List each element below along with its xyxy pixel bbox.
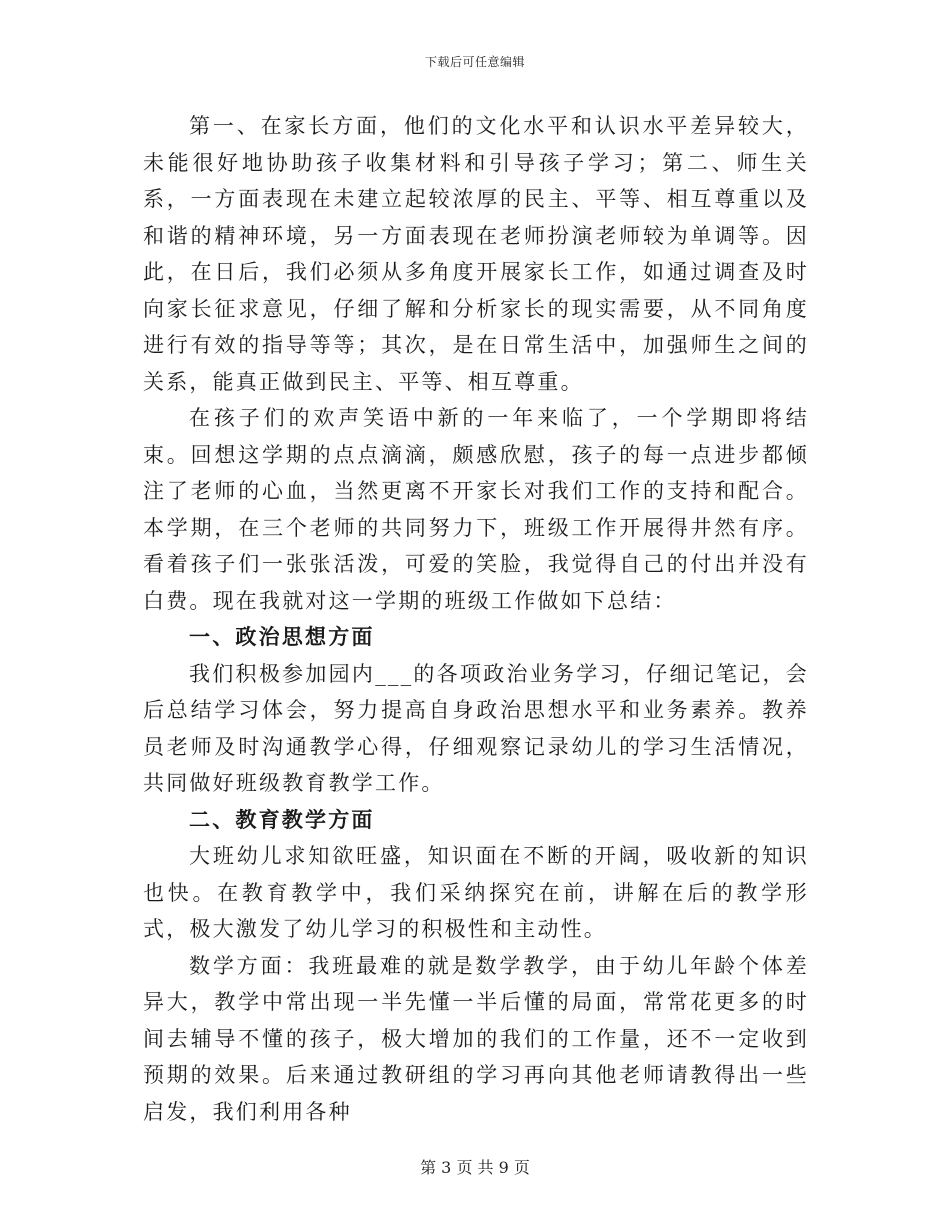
paragraph-education: 大班幼儿求知欲旺盛，知识面在不断的开阔，吸收新的知识也快。在教育教学中，我们采纳探究在前，讲解在后的教学形式，极大激发了幼儿学习的积极性和主动性。 (143, 844, 809, 941)
paragraph-semester-intro: 在孩子们的欢声笑语中新的一年来临了，一个学期即将结束。回想这学期的点点滴滴，颇感欣慰，孩子的每一点进步都倾注了老师的心血，当然更离不开家长对我们工作的支持和配合。本学期，在三个老师的共同努力下，班级工作开展得井然有序。看着孩子们一张张活泼，可爱的笑脸，我觉得自己的付出并没有白费。现在我就对这一学期的班级工作做如下总结： (143, 406, 809, 613)
paragraph-math: 数学方面：我班最难的就是数学教学，由于幼儿年龄个体差异大，教学中常出现一半先懂一半后懂的局面，常常花更多的时间去辅导不懂的孩子，极大增加的我们的工作量，还不一定收到预期的效果。后来通过教研组的学习再向其他老师请教得出一些启发，我们利用各种 (143, 953, 809, 1124)
document-body (143, 108, 809, 1130)
section-heading-political: 一、政治思想方面 (189, 624, 375, 649)
section-heading-education: 二、教育教学方面 (189, 806, 375, 832)
page-number-footer: 第 3 页 共 9 页 (420, 1158, 530, 1177)
page-header-note: 下载后可任意编辑 (424, 55, 525, 69)
paragraph-parents-and-teachers: 第一、在家长方面，他们的文化水平和认识水平差异较大，未能很好地协助孩子收集材料和引导孩子学习；第二、师生关系，一方面表现在未建立起较浓厚的民主、平等、相互尊重以及和谐的精神环境，另一方面表现在老师扮演老师较为单调等。因此，在日后，我们必须从多角度开展家长工作，如通过调查及时向家长征求意见，仔细了解和分析家长的现实需要，从不同角度进行有效的指导等等；其次，是在日常生活中，加强师生之间的关系，能真正做到民主、平等、相互尊重。 (143, 114, 809, 394)
paragraph-political: 我们积极参加园内___的各项政治业务学习，仔细记笔记，会后总结学习体会，努力提高自身政治思想水平和业务素养。教养员老师及时沟通教学心得，仔细观察记录幼儿的学习生活情况，共同做好班级教育教学工作。 (143, 661, 809, 795)
